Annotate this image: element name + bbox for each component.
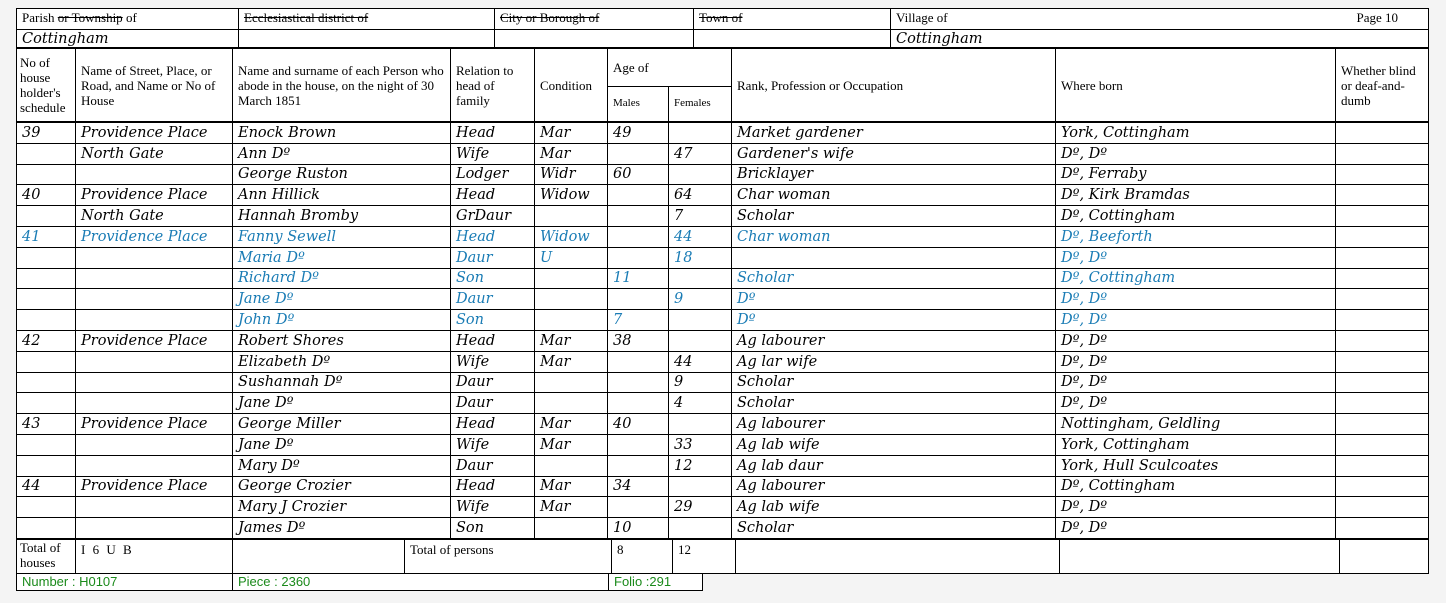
village-label: Village of Page 10 xyxy=(891,9,1429,30)
blind-cell xyxy=(1336,185,1429,206)
occupation-cell: Ag lab wife xyxy=(732,434,1056,455)
condition-cell: Mar xyxy=(535,434,608,455)
condition-cell: Widow xyxy=(535,226,608,247)
name-cell: George Crozier xyxy=(233,476,451,497)
table-row xyxy=(17,434,1429,455)
occupation-cell: Bricklayer xyxy=(732,164,1056,185)
name-cell: Hannah Bromby xyxy=(233,206,451,227)
occupation-cell: Char woman xyxy=(732,185,1056,206)
male-age-cell xyxy=(608,206,669,227)
schedule-cell: 43 xyxy=(17,414,76,435)
male-age-cell: 11 xyxy=(608,268,669,289)
relation-cell: Wife xyxy=(451,143,535,164)
col-schedule: No of house holder's schedule xyxy=(17,49,76,122)
blind-cell xyxy=(1336,393,1429,414)
condition-cell: Widow xyxy=(535,185,608,206)
total-houses-value: I 6 U B xyxy=(76,539,233,573)
blind-cell xyxy=(1336,268,1429,289)
condition-cell: Mar xyxy=(535,351,608,372)
female-age-cell xyxy=(669,123,732,144)
schedule-cell xyxy=(17,289,76,310)
totals-blank-occupation xyxy=(736,539,1060,573)
table-row xyxy=(17,351,1429,372)
table-row xyxy=(17,476,1429,497)
relation-cell: Son xyxy=(451,310,535,331)
col-name: Name and surname of each Person who abode in the house, on the night of 30 March 1851 xyxy=(233,49,451,122)
town-value xyxy=(694,30,891,48)
street-cell xyxy=(76,372,233,393)
birthplace-cell: Dº, Dº xyxy=(1056,351,1336,372)
blind-cell xyxy=(1336,351,1429,372)
female-age-cell xyxy=(669,518,732,539)
birthplace-cell: Dº, Kirk Bramdas xyxy=(1056,185,1336,206)
schedule-cell xyxy=(17,206,76,227)
male-age-cell xyxy=(608,247,669,268)
schedule-cell: 39 xyxy=(17,123,76,144)
table-row xyxy=(17,247,1429,268)
schedule-cell: 41 xyxy=(17,226,76,247)
name-cell: James Dº xyxy=(233,518,451,539)
relation-cell: Head xyxy=(451,226,535,247)
col-occupation: Rank, Profession or Occupation xyxy=(732,49,1056,122)
male-age-cell xyxy=(608,455,669,476)
blind-cell xyxy=(1336,330,1429,351)
street-cell xyxy=(76,497,233,518)
male-age-cell xyxy=(608,372,669,393)
col-born: Where born xyxy=(1056,49,1336,122)
schedule-cell xyxy=(17,497,76,518)
table-row xyxy=(17,143,1429,164)
female-age-cell: 4 xyxy=(669,393,732,414)
table-row xyxy=(17,268,1429,289)
relation-cell: Wife xyxy=(451,351,535,372)
birthplace-cell: Dº, Cottingham xyxy=(1056,206,1336,227)
male-age-cell xyxy=(608,497,669,518)
birthplace-cell: Dº, Ferraby xyxy=(1056,164,1336,185)
birthplace-cell: Dº, Dº xyxy=(1056,518,1336,539)
street-cell xyxy=(76,289,233,310)
blind-cell xyxy=(1336,310,1429,331)
male-age-cell xyxy=(608,143,669,164)
totals-blank-blind xyxy=(1340,539,1429,573)
female-age-cell xyxy=(669,476,732,497)
page-number: Page 10 xyxy=(1356,10,1398,25)
female-age-cell: 9 xyxy=(669,289,732,310)
name-cell: Richard Dº xyxy=(233,268,451,289)
male-age-cell xyxy=(608,289,669,310)
schedule-cell xyxy=(17,434,76,455)
female-age-cell xyxy=(669,330,732,351)
female-age-cell: 12 xyxy=(669,455,732,476)
occupation-cell: Ag labourer xyxy=(732,330,1056,351)
birthplace-cell: York, Hull Sculcoates xyxy=(1056,455,1336,476)
street-cell: North Gate xyxy=(76,206,233,227)
female-age-cell: 44 xyxy=(669,351,732,372)
table-row xyxy=(17,164,1429,185)
condition-cell: Mar xyxy=(535,143,608,164)
occupation-cell: Ag lar wife xyxy=(732,351,1056,372)
col-age-of: Age of xyxy=(608,49,732,87)
ecclesiastical-label: Ecclesiastical district of xyxy=(239,9,495,30)
condition-cell xyxy=(535,206,608,227)
occupation-cell: Scholar xyxy=(732,393,1056,414)
condition-cell: Widr xyxy=(535,164,608,185)
male-age-cell: 49 xyxy=(608,123,669,144)
female-age-cell: 18 xyxy=(669,247,732,268)
name-cell: Jane Dº xyxy=(233,393,451,414)
condition-cell: U xyxy=(535,247,608,268)
birthplace-cell: Dº, Dº xyxy=(1056,310,1336,331)
col-females: Females xyxy=(669,86,732,121)
table-row xyxy=(17,185,1429,206)
male-age-cell xyxy=(608,393,669,414)
street-cell: Providence Place xyxy=(76,123,233,144)
occupation-cell: Gardener's wife xyxy=(732,143,1056,164)
relation-cell: Head xyxy=(451,330,535,351)
street-cell xyxy=(76,247,233,268)
blind-cell xyxy=(1336,123,1429,144)
schedule-cell: 42 xyxy=(17,330,76,351)
totals-blank xyxy=(233,539,405,573)
blind-cell xyxy=(1336,289,1429,310)
street-cell xyxy=(76,393,233,414)
name-cell: Robert Shores xyxy=(233,330,451,351)
census-rows xyxy=(16,122,1429,539)
male-age-cell: 60 xyxy=(608,164,669,185)
occupation-cell: Ag lab daur xyxy=(732,455,1056,476)
schedule-cell: 40 xyxy=(17,185,76,206)
total-females: 12 xyxy=(673,539,736,573)
occupation-cell: Ag labourer xyxy=(732,476,1056,497)
condition-cell xyxy=(535,455,608,476)
table-row xyxy=(17,123,1429,144)
occupation-cell: Ag lab wife xyxy=(732,497,1056,518)
relation-cell: Wife xyxy=(451,434,535,455)
name-cell: Jane Dº xyxy=(233,434,451,455)
birthplace-cell: Dº, Dº xyxy=(1056,247,1336,268)
female-age-cell: 7 xyxy=(669,206,732,227)
name-cell: Maria Dº xyxy=(233,247,451,268)
birthplace-cell: Dº, Dº xyxy=(1056,143,1336,164)
condition-cell: Mar xyxy=(535,123,608,144)
blind-cell xyxy=(1336,206,1429,227)
name-cell: Fanny Sewell xyxy=(233,226,451,247)
relation-cell: Head xyxy=(451,185,535,206)
city-value xyxy=(495,30,694,48)
male-age-cell xyxy=(608,226,669,247)
name-cell: Elizabeth Dº xyxy=(233,351,451,372)
street-cell xyxy=(76,455,233,476)
town-label: Town of xyxy=(694,9,891,30)
male-age-cell xyxy=(608,351,669,372)
total-persons-label: Total of persons xyxy=(405,539,612,573)
female-age-cell: 47 xyxy=(669,143,732,164)
street-cell xyxy=(76,351,233,372)
male-age-cell: 40 xyxy=(608,414,669,435)
reference-line xyxy=(16,574,703,591)
table-row xyxy=(17,330,1429,351)
relation-cell: Lodger xyxy=(451,164,535,185)
name-cell: George Ruston xyxy=(233,164,451,185)
street-cell: Providence Place xyxy=(76,476,233,497)
female-age-cell: 9 xyxy=(669,372,732,393)
blind-cell xyxy=(1336,414,1429,435)
street-cell: Providence Place xyxy=(76,226,233,247)
district-header xyxy=(16,8,1429,48)
street-cell xyxy=(76,164,233,185)
condition-cell xyxy=(535,310,608,331)
relation-cell: Daur xyxy=(451,289,535,310)
street-cell xyxy=(76,310,233,331)
birthplace-cell: Nottingham, Geldling xyxy=(1056,414,1336,435)
relation-cell: Wife xyxy=(451,497,535,518)
female-age-cell xyxy=(669,164,732,185)
totals-blank-born xyxy=(1060,539,1340,573)
street-cell: Providence Place xyxy=(76,414,233,435)
street-cell: Providence Place xyxy=(76,330,233,351)
relation-cell: Daur xyxy=(451,455,535,476)
occupation-cell xyxy=(732,247,1056,268)
condition-cell: Mar xyxy=(535,414,608,435)
blind-cell xyxy=(1336,497,1429,518)
name-cell: Mary J Crozier xyxy=(233,497,451,518)
blind-cell xyxy=(1336,372,1429,393)
condition-cell xyxy=(535,393,608,414)
birthplace-cell: Dº, Dº xyxy=(1056,497,1336,518)
table-row xyxy=(17,518,1429,539)
street-cell xyxy=(76,518,233,539)
relation-cell: Son xyxy=(451,268,535,289)
col-condition: Condition xyxy=(535,49,608,122)
schedule-cell xyxy=(17,351,76,372)
name-cell: Ann Dº xyxy=(233,143,451,164)
table-row xyxy=(17,393,1429,414)
schedule-cell xyxy=(17,518,76,539)
birthplace-cell: Dº, Dº xyxy=(1056,330,1336,351)
name-cell: Jane Dº xyxy=(233,289,451,310)
street-cell xyxy=(76,268,233,289)
blind-cell xyxy=(1336,476,1429,497)
occupation-cell: Dº xyxy=(732,310,1056,331)
female-age-cell: 64 xyxy=(669,185,732,206)
col-males: Males xyxy=(608,86,669,121)
name-cell: Sushannah Dº xyxy=(233,372,451,393)
table-row xyxy=(17,310,1429,331)
street-cell: Providence Place xyxy=(76,185,233,206)
col-relation: Relation to head of family xyxy=(451,49,535,122)
blind-cell xyxy=(1336,143,1429,164)
occupation-cell: Scholar xyxy=(732,206,1056,227)
birthplace-cell: Dº, Dº xyxy=(1056,393,1336,414)
blind-cell xyxy=(1336,434,1429,455)
total-males: 8 xyxy=(612,539,673,573)
occupation-cell: Dº xyxy=(732,289,1056,310)
blind-cell xyxy=(1336,455,1429,476)
table-row xyxy=(17,497,1429,518)
male-age-cell xyxy=(608,185,669,206)
relation-cell: Daur xyxy=(451,247,535,268)
occupation-cell: Scholar xyxy=(732,268,1056,289)
female-age-cell xyxy=(669,310,732,331)
female-age-cell: 44 xyxy=(669,226,732,247)
schedule-cell xyxy=(17,247,76,268)
occupation-cell: Scholar xyxy=(732,518,1056,539)
birthplace-cell: York, Cottingham xyxy=(1056,123,1336,144)
condition-cell xyxy=(535,372,608,393)
birthplace-cell: Dº, Dº xyxy=(1056,289,1336,310)
street-cell xyxy=(76,434,233,455)
male-age-cell xyxy=(608,434,669,455)
condition-cell: Mar xyxy=(535,476,608,497)
blind-cell xyxy=(1336,164,1429,185)
female-age-cell xyxy=(669,414,732,435)
table-row xyxy=(17,206,1429,227)
name-cell: Mary Dº xyxy=(233,455,451,476)
name-cell: George Miller xyxy=(233,414,451,435)
table-row xyxy=(17,455,1429,476)
occupation-cell: Scholar xyxy=(732,372,1056,393)
schedule-cell: 44 xyxy=(17,476,76,497)
column-headers xyxy=(16,48,1429,122)
table-row xyxy=(17,414,1429,435)
condition-cell: Mar xyxy=(535,497,608,518)
female-age-cell xyxy=(669,268,732,289)
relation-cell: Daur xyxy=(451,372,535,393)
relation-cell: Daur xyxy=(451,393,535,414)
blind-cell xyxy=(1336,247,1429,268)
female-age-cell: 33 xyxy=(669,434,732,455)
schedule-cell xyxy=(17,164,76,185)
female-age-cell: 29 xyxy=(669,497,732,518)
village-value: Cottingham xyxy=(891,30,1429,48)
male-age-cell: 34 xyxy=(608,476,669,497)
schedule-cell xyxy=(17,143,76,164)
reference-piece: Piece : 2360 xyxy=(233,574,609,591)
name-cell: Enock Brown xyxy=(233,123,451,144)
census-sheet xyxy=(16,8,1428,591)
table-row xyxy=(17,226,1429,247)
parish-value: Cottingham xyxy=(17,30,239,48)
parish-label: Parish or Township of xyxy=(17,9,239,30)
occupation-cell: Ag labourer xyxy=(732,414,1056,435)
reference-folio: Folio :291 xyxy=(609,574,703,591)
blind-cell xyxy=(1336,226,1429,247)
col-blind: Whether blind or deaf-and-dumb xyxy=(1336,49,1429,122)
name-cell: John Dº xyxy=(233,310,451,331)
col-street: Name of Street, Place, or Road, and Name or No of House xyxy=(76,49,233,122)
relation-cell: Head xyxy=(451,414,535,435)
condition-cell: Mar xyxy=(535,330,608,351)
schedule-cell xyxy=(17,310,76,331)
birthplace-cell: Dº, Beeforth xyxy=(1056,226,1336,247)
relation-cell: Head xyxy=(451,476,535,497)
ecclesiastical-value xyxy=(239,30,495,48)
blind-cell xyxy=(1336,518,1429,539)
birthplace-cell: Dº, Cottingham xyxy=(1056,476,1336,497)
schedule-cell xyxy=(17,455,76,476)
relation-cell: Head xyxy=(451,123,535,144)
schedule-cell xyxy=(17,372,76,393)
totals-row xyxy=(16,539,1429,574)
table-row xyxy=(17,289,1429,310)
birthplace-cell: Dº, Dº xyxy=(1056,372,1336,393)
condition-cell xyxy=(535,518,608,539)
occupation-cell: Market gardener xyxy=(732,123,1056,144)
table-row xyxy=(17,372,1429,393)
condition-cell xyxy=(535,289,608,310)
male-age-cell: 10 xyxy=(608,518,669,539)
condition-cell xyxy=(535,268,608,289)
occupation-cell: Char woman xyxy=(732,226,1056,247)
relation-cell: Son xyxy=(451,518,535,539)
male-age-cell: 38 xyxy=(608,330,669,351)
birthplace-cell: York, Cottingham xyxy=(1056,434,1336,455)
birthplace-cell: Dº, Cottingham xyxy=(1056,268,1336,289)
schedule-cell xyxy=(17,268,76,289)
schedule-cell xyxy=(17,393,76,414)
male-age-cell: 7 xyxy=(608,310,669,331)
relation-cell: GrDaur xyxy=(451,206,535,227)
city-label: City or Borough of xyxy=(495,9,694,30)
reference-number: Number : H0107 xyxy=(17,574,233,591)
name-cell: Ann Hillick xyxy=(233,185,451,206)
street-cell: North Gate xyxy=(76,143,233,164)
total-houses-label: Total of houses xyxy=(17,539,76,573)
